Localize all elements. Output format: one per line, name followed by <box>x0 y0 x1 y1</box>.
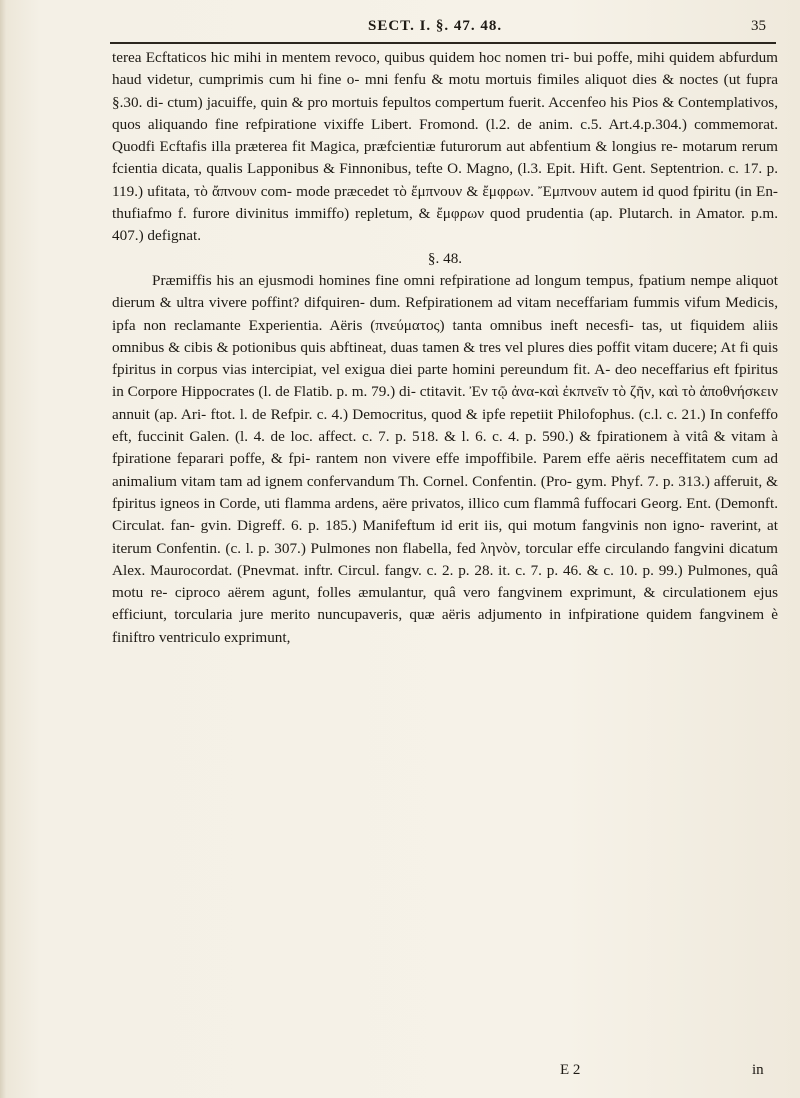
page-number: 35 <box>751 18 766 34</box>
section-heading: SECT. I. §. 47. 48. <box>368 18 503 34</box>
paragraph-47-continuation: terea Ecftaticos hic mihi in mentem revoco, quibus quidem hoc nomen tri- bui poffe, mihi quidem abfurdum haud videtur, cumprimis cum hi fine o- mni fenfu & motu mortuis fimiles aliquot dies & noctes (ut fupra §.30. di- ctum) jacuiffe, quin & pro mortuis fepultos compertum fuerit. Accenfeo his Pios & Contemplativos, quos aliquando fine refpiratione vixiffe Libert. Fromond. (l.2. de anim. c.5. Art.4.p.304.) commemorat. Quodfi Ecftafis illa præterea fit Magica, præfcientiæ futurorum aut abfentium & longius re- motarum rerum fcientia dicata, qualis Lapponibus & Finnonibus, tefte O. Magno, (l.3. Epit. Hift. Gent. Septentrion. c. 17. p. 119.) ufitata, τὸ ἄπνουν com- mode præcedet τὸ ἔμπνουν & ἔμφρων. Ἔμπνουν autem id quod fpiritu (in En- thufiafmo f. furore divinitus immiffo) repletum, & ἔμφρων quod prudentia (ap. Plutarch. in Amator. p.m. 407.) defignat. <box>112 49 778 245</box>
body-text <box>112 47 778 649</box>
binding-edge <box>0 0 6 1098</box>
header-rule <box>110 42 776 44</box>
paragraph-48: Præmiffis his an ejusmodi homines fine omni refpiratione ad longum tempus, fpatium nempe aliquot dierum & ultra vivere poffint? difquiren- dum. Refpirationem ad vitam neceffariam fummis vifum Medicis, ipfa non reclamante Experientia. Aëris (πνεύματος) tanta omnibus ineft necesfi- tas, ut fiquidem aliis omnibus & cibis & potionibus quis abftineat, duas tamen & tres vel plures dies poffit vitam ducere; At fi quis fpiritus in corpus vias intercipiat, vel exigua diei parte homini pereundum fit. A- deo neceffarius eft fpiritus in Corpore Hippocrates (l. de Flatib. p. m. 79.) di- ctitavit. Ἐν τῷ ἀνα-καὶ ἐκπνεῖν τὸ ζῆν, καὶ τὸ ἀποθνήσκειν annuit (ap. Ari- ftot. l. de Refpir. c. 4.) Democritus, quod & ipfe repetiit Philofophus. (c.l. c. 21.) In confeffo eft, fuccinit Galen. (l. 4. de loc. affect. c. 7. p. 518. & l. 6. c. 4. p. 590.) & fpirationem à vitâ & vitam à fpiratione feparari poffe, & fpi- rantem non vivere effe impoffibile. Parem effe aëris neceffitatem cum ad animalium vitam tam ad ignem confervandum Th. Cornel. Confentin. (Pro- gym. Phyf. 7. p. 313.) afferuit, & fpiritus igneos in Corde, uti flamma ardens, aëre privatos, illico cum flammâ fuffocari Georg. Ent. (Demonft. Circulat. fan- gvin. Digreff. 6. p. 185.) Manifeftum id erit iis, qui motum fangvinis non igno- raverint, at iterum Confentin. (c. l. p. 307.) Pulmones non flabella, fed ληνὸν, torcular effe circulando fangvini dicatum Alex. Maurocordat. (Pnevmat. inftr. Circul. fangv. c. 2. p. 28. it. c. 7. p. 46. & c. 10. p. 99.) Pulmones, quâ motu re- ciproco aërem agunt, folles æmulantur, quâ vero fangvinem exprimunt, & circulationem ejus efficiunt, torcularia jure merito nuncupaveris, quæ aëris adjumento in infpiratione quidem fangvinem è finiftro ventriculo exprimunt, <box>112 271 778 646</box>
running-head <box>100 18 780 40</box>
section-number: §. 48. <box>427 249 463 267</box>
catchword: in <box>752 1062 764 1078</box>
signature-mark: E 2 <box>560 1062 581 1078</box>
